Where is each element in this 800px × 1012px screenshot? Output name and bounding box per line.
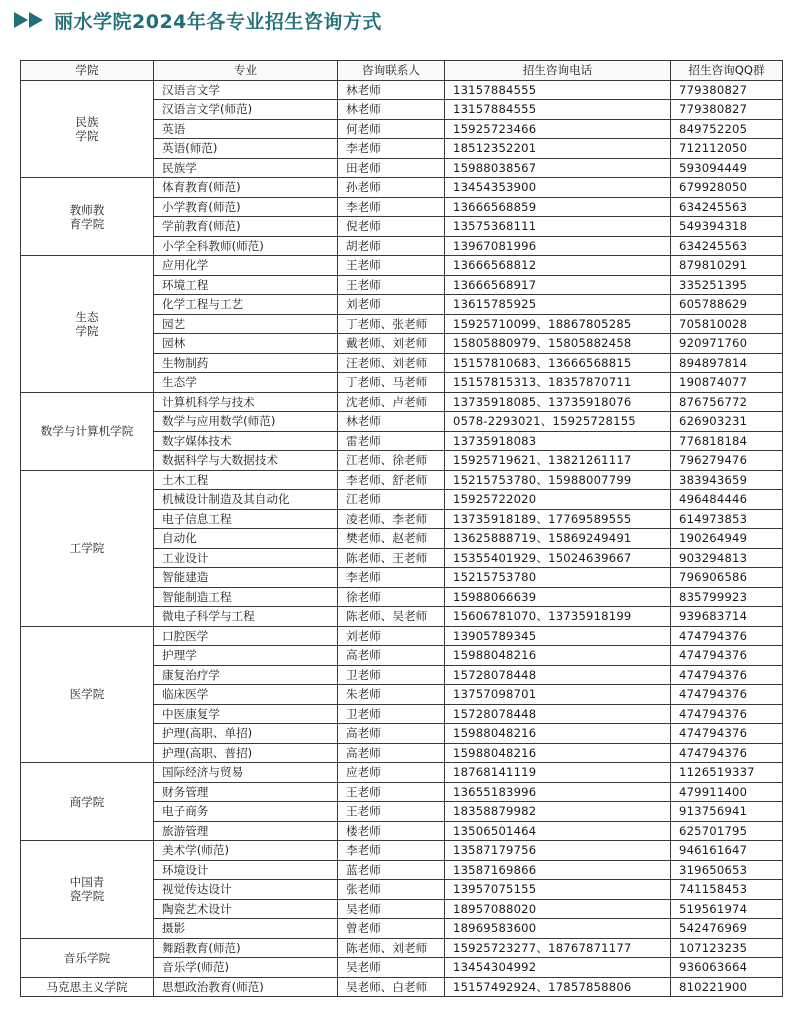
major-cell: 数字媒体技术 [154,431,338,451]
qq-cell: 625701795 [671,821,783,841]
major-cell: 国际经济与贸易 [154,763,338,783]
phone-cell: 15215753780 [445,568,671,588]
college-cell: 商学院 [21,763,154,841]
contact-cell: 吴老师 [338,958,445,978]
major-cell: 民族学 [154,158,338,178]
contact-cell: 李老师、舒老师 [338,470,445,490]
phone-cell: 13157884555 [445,100,671,120]
contact-cell: 张老师 [338,880,445,900]
table-row [21,977,783,997]
major-cell: 小学教育(师范) [154,197,338,217]
phone-cell: 15157492924、17857858806 [445,977,671,997]
contact-cell: 丁老师、马老师 [338,373,445,393]
contact-cell: 卫老师 [338,704,445,724]
qq-cell: 796906586 [671,568,783,588]
phone-cell: 13666568812 [445,256,671,276]
college-cell: 马克思主义学院 [21,977,154,997]
major-cell: 护理学 [154,646,338,666]
phone-cell: 15157810683、13666568815 [445,353,671,373]
qq-cell: 946161647 [671,841,783,861]
major-cell: 微电子科学与工程 [154,607,338,627]
phone-cell: 13757098701 [445,685,671,705]
qq-cell: 936063664 [671,958,783,978]
qq-cell: 920971760 [671,334,783,354]
contact-cell: 孙老师 [338,178,445,198]
major-cell: 计算机科学与技术 [154,392,338,412]
major-cell: 智能制造工程 [154,587,338,607]
contact-cell: 吴老师 [338,899,445,919]
major-cell: 体育教育(师范) [154,178,338,198]
qq-cell: 605788629 [671,295,783,315]
phone-cell: 18358879982 [445,802,671,822]
qq-cell: 319650653 [671,860,783,880]
contact-cell: 吴老师、白老师 [338,977,445,997]
college-cell: 医学院 [21,626,154,763]
qq-cell: 776818184 [671,431,783,451]
major-cell: 工业设计 [154,548,338,568]
contact-cell: 林老师 [338,80,445,100]
major-cell: 英语(师范) [154,139,338,159]
college-cell: 工学院 [21,470,154,626]
contact-cell: 王老师 [338,275,445,295]
qq-cell: 474794376 [671,646,783,666]
major-cell: 音乐学(师范) [154,958,338,978]
major-cell: 中医康复学 [154,704,338,724]
college-cell: 音乐学院 [21,938,154,977]
qq-cell: 383943659 [671,470,783,490]
major-cell: 数学与应用数学(师范) [154,412,338,432]
phone-cell: 15157815313、18357870711 [445,373,671,393]
col-header-major: 专业 [154,61,338,81]
major-cell: 汉语言文学 [154,80,338,100]
phone-cell: 15925723277、18767871177 [445,938,671,958]
table-row [21,841,783,861]
phone-cell: 15988066639 [445,587,671,607]
qq-cell: 519561974 [671,899,783,919]
contact-cell: 何老师 [338,119,445,139]
phone-cell: 15925723466 [445,119,671,139]
qq-cell: 634245563 [671,236,783,256]
contact-cell: 陈老师、王老师 [338,548,445,568]
contact-cell: 楼老师 [338,821,445,841]
qq-cell: 107123235 [671,938,783,958]
major-cell: 自动化 [154,529,338,549]
qq-cell: 474794376 [671,704,783,724]
major-cell: 数据科学与大数据技术 [154,451,338,471]
double-arrow-icon [14,11,48,29]
contact-cell: 高老师 [338,646,445,666]
phone-cell: 15215753780、15988007799 [445,470,671,490]
qq-cell: 474794376 [671,724,783,744]
qq-cell: 626903231 [671,412,783,432]
qq-cell: 614973853 [671,509,783,529]
contact-cell: 江老师、徐老师 [338,451,445,471]
qq-cell: 479911400 [671,782,783,802]
table-row [21,178,783,198]
contact-cell: 徐老师 [338,587,445,607]
qq-cell: 913756941 [671,802,783,822]
contact-cell: 李老师 [338,841,445,861]
qq-cell: 474794376 [671,685,783,705]
major-cell: 机械设计制造及其自动化 [154,490,338,510]
major-cell: 园艺 [154,314,338,334]
major-cell: 陶瓷艺术设计 [154,899,338,919]
major-cell: 生物制药 [154,353,338,373]
major-cell: 化学工程与工艺 [154,295,338,315]
phone-cell: 15606781070、13735918199 [445,607,671,627]
major-cell: 智能建造 [154,568,338,588]
major-cell: 财务管理 [154,782,338,802]
major-cell: 电子信息工程 [154,509,338,529]
major-cell: 生态学 [154,373,338,393]
qq-cell: 593094449 [671,158,783,178]
phone-cell: 13454304992 [445,958,671,978]
contact-cell: 李老师 [338,139,445,159]
qq-cell: 679928050 [671,178,783,198]
qq-cell: 705810028 [671,314,783,334]
college-cell: 生态 学院 [21,256,154,393]
col-header-qq: 招生咨询QQ群 [671,61,783,81]
qq-cell: 939683714 [671,607,783,627]
major-cell: 学前教育(师范) [154,217,338,237]
qq-cell: 810221900 [671,977,783,997]
major-cell: 汉语言文学(师范) [154,100,338,120]
contact-cell: 卫老师 [338,665,445,685]
admissions-contact-table [20,60,783,997]
table-row [21,392,783,412]
phone-cell: 13575368111 [445,217,671,237]
major-cell: 临床医学 [154,685,338,705]
phone-cell: 15988048216 [445,743,671,763]
phone-cell: 13735918085、13735918076 [445,392,671,412]
contact-cell: 蓝老师 [338,860,445,880]
phone-cell: 15988048216 [445,646,671,666]
table-row [21,938,783,958]
contact-cell: 王老师 [338,782,445,802]
phone-cell: 13625888719、15869249491 [445,529,671,549]
phone-cell: 13666568859 [445,197,671,217]
contact-cell: 王老师 [338,256,445,276]
qq-cell: 741158453 [671,880,783,900]
contact-cell: 曾老师 [338,919,445,939]
contact-cell: 高老师 [338,743,445,763]
phone-cell: 13905789345 [445,626,671,646]
college-cell: 民族 学院 [21,80,154,178]
contact-cell: 陈老师、吴老师 [338,607,445,627]
phone-cell: 0578-2293021、15925728155 [445,412,671,432]
phone-cell: 13735918083 [445,431,671,451]
qq-cell: 474794376 [671,665,783,685]
contact-cell: 应老师 [338,763,445,783]
major-cell: 电子商务 [154,802,338,822]
contact-cell: 雷老师 [338,431,445,451]
qq-cell: 894897814 [671,353,783,373]
major-cell: 视觉传达设计 [154,880,338,900]
phone-cell: 13454353900 [445,178,671,198]
contact-cell: 刘老师 [338,295,445,315]
qq-cell: 634245563 [671,197,783,217]
major-cell: 护理(高职、普招) [154,743,338,763]
contact-cell: 戴老师、刘老师 [338,334,445,354]
phone-cell: 15728078448 [445,665,671,685]
major-cell: 摄影 [154,919,338,939]
col-header-college: 学院 [21,61,154,81]
table-body [21,80,783,997]
qq-cell: 712112050 [671,139,783,159]
contact-cell: 倪老师 [338,217,445,237]
phone-cell: 13735918189、17769589555 [445,509,671,529]
phone-cell: 18957088020 [445,899,671,919]
major-cell: 土木工程 [154,470,338,490]
qq-cell: 796279476 [671,451,783,471]
major-cell: 园林 [154,334,338,354]
table-row [21,470,783,490]
major-cell: 旅游管理 [154,821,338,841]
qq-cell: 779380827 [671,100,783,120]
major-cell: 美术学(师范) [154,841,338,861]
qq-cell: 190264949 [671,529,783,549]
phone-cell: 13587179756 [445,841,671,861]
contact-cell: 刘老师 [338,626,445,646]
qq-cell: 542476969 [671,919,783,939]
page-title: 丽水学院2024年各专业招生咨询方式 [54,10,382,33]
phone-cell: 15355401929、15024639667 [445,548,671,568]
qq-cell: 496484446 [671,490,783,510]
qq-cell: 849752205 [671,119,783,139]
contact-cell: 凌老师、李老师 [338,509,445,529]
contact-cell: 江老师 [338,490,445,510]
table-row [21,763,783,783]
contact-cell: 李老师 [338,197,445,217]
qq-cell: 876756772 [671,392,783,412]
major-cell: 舞蹈教育(师范) [154,938,338,958]
major-cell: 应用化学 [154,256,338,276]
phone-cell: 18969583600 [445,919,671,939]
qq-cell: 335251395 [671,275,783,295]
qq-cell: 903294813 [671,548,783,568]
college-cell: 数学与计算机学院 [21,392,154,470]
phone-cell: 15805880979、15805882458 [445,334,671,354]
phone-cell: 15925719621、13821261117 [445,451,671,471]
major-cell: 护理(高职、单招) [154,724,338,744]
phone-cell: 18512352201 [445,139,671,159]
contact-cell: 高老师 [338,724,445,744]
header-row [21,61,783,81]
phone-cell: 13957075155 [445,880,671,900]
qq-cell: 549394318 [671,217,783,237]
phone-cell: 13157884555 [445,80,671,100]
major-cell: 小学全科教师(师范) [154,236,338,256]
contact-cell: 王老师 [338,802,445,822]
phone-cell: 15988038567 [445,158,671,178]
contact-cell: 胡老师 [338,236,445,256]
college-cell: 教师教 育学院 [21,178,154,256]
contact-cell: 林老师 [338,412,445,432]
qq-cell: 879810291 [671,256,783,276]
major-cell: 口腔医学 [154,626,338,646]
table-row [21,256,783,276]
qq-cell: 474794376 [671,743,783,763]
phone-cell: 15925722020 [445,490,671,510]
phone-cell: 13615785925 [445,295,671,315]
major-cell: 康复治疗学 [154,665,338,685]
contact-cell: 樊老师、赵老师 [338,529,445,549]
page-header [14,6,382,34]
col-header-contact: 咨询联系人 [338,61,445,81]
table-row [21,80,783,100]
contact-cell: 田老师 [338,158,445,178]
contact-cell: 林老师 [338,100,445,120]
phone-cell: 15925710099、18867805285 [445,314,671,334]
phone-cell: 13967081996 [445,236,671,256]
college-cell: 中国青 瓷学院 [21,841,154,939]
qq-cell: 190874077 [671,373,783,393]
phone-cell: 18768141119 [445,763,671,783]
phone-cell: 13666568917 [445,275,671,295]
phone-cell: 15728078448 [445,704,671,724]
phone-cell: 13506501464 [445,821,671,841]
contact-cell: 李老师 [338,568,445,588]
qq-cell: 1126519337 [671,763,783,783]
phone-cell: 13587169866 [445,860,671,880]
major-cell: 英语 [154,119,338,139]
major-cell: 环境设计 [154,860,338,880]
phone-cell: 15988048216 [445,724,671,744]
qq-cell: 779380827 [671,80,783,100]
contact-cell: 朱老师 [338,685,445,705]
col-header-phone: 招生咨询电话 [445,61,671,81]
contact-cell: 汪老师、刘老师 [338,353,445,373]
major-cell: 思想政治教育(师范) [154,977,338,997]
major-cell: 环境工程 [154,275,338,295]
contact-cell: 丁老师、张老师 [338,314,445,334]
contact-cell: 沈老师、卢老师 [338,392,445,412]
phone-cell: 13655183996 [445,782,671,802]
qq-cell: 835799923 [671,587,783,607]
qq-cell: 474794376 [671,626,783,646]
table-row [21,626,783,646]
contact-cell: 陈老师、刘老师 [338,938,445,958]
